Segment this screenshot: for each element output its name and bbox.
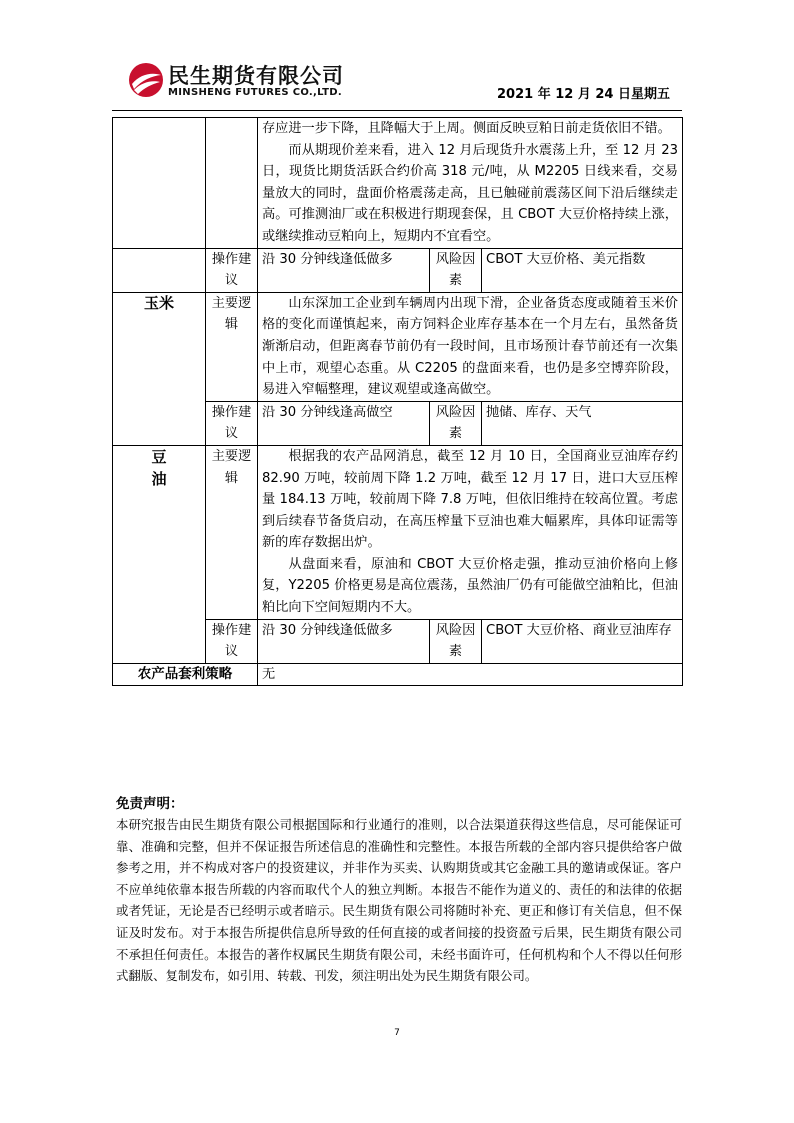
corn-category: 玉米 <box>113 292 206 445</box>
soyoil-risk-label: 风险因素 <box>430 619 482 663</box>
soyoil-category <box>113 445 206 663</box>
disclaimer-title: 免责声明： <box>116 796 184 812</box>
corn-op-label: 操作建议 <box>206 401 258 445</box>
arbitrage-value: 无 <box>258 663 683 686</box>
corn-logic-paragraph: 山东深加工企业到车辆周内出现下滑，企业备货态度或随着玉米价格的变化而谨慎起来，南方饲料企业库存基本在一个月左右，虽然备货渐渐启动，但距离春节前仍有一段时间，且市场预计春节前还有一次集中上市，观望心态重。从 C2205 的盘面来看，也仍是多空博弈阶段，易进入窄幅整理，建议观望或逢高做空。 <box>262 295 678 398</box>
soyoil-logic-label: 主要逻辑 <box>206 445 258 619</box>
disclaimer-section <box>116 792 682 987</box>
soymeal-risk-text: CBOT 大豆价格、美元指数 <box>482 248 683 292</box>
disclaimer-body: 本研究报告由民生期货有限公司根据国际和行业通行的准则，以合法渠道获得这些信息，尽可能保证可靠、准确和完整，但并不保证报告所述信息的准确性和完整性。本报告所载的全部内容只提供给客户做参考之用，并不构成对客户的投资建议，并非作为买卖、认购期货或其它金融工具的邀请或保证。客户不应单纯依靠本报告所载的内容而取代个人的独立判断。本报告不能作为道义的、责任的和法律的依据或者凭证，无论是否已经明示或者暗示。民生期货有限公司将随时补充、更正和修订有关信息，但不保证及时发布。对于本报告所提供信息所导致的任何直接的或者间接的投资盈亏后果，民生期货有限公司不承担任何责任。本报告的著作权属民生期货有限公司，未经书面许可，任何机构和个人不得以任何形式翻版、复制发布，如引用、转载、刊发，须注明出处为民生期货有限公司。 <box>116 817 682 984</box>
company-name-cn: 民生期货有限公司 <box>168 64 344 88</box>
page-number: 7 <box>394 1028 400 1038</box>
corn-op-text: 沿 30 分钟线逢高做空 <box>258 401 430 445</box>
company-logo <box>128 60 368 102</box>
soymeal-category-cell <box>113 118 206 249</box>
soymeal-risk-label: 风险因素 <box>430 248 482 292</box>
soyoil-op-text: 沿 30 分钟线逢低做多 <box>258 619 430 663</box>
soyoil-category-name: 豆油 <box>151 447 167 488</box>
header-divider <box>112 110 682 111</box>
corn-logic-label: 主要逻辑 <box>206 292 258 401</box>
corn-logic-text <box>258 292 683 401</box>
company-name-en: MINSHENG FUTURES CO.,LTD. <box>168 87 342 98</box>
report-date: 2021 年 12 月 24 日星期五 <box>497 87 670 102</box>
arbitrage-label: 农产品套利策略 <box>113 663 258 686</box>
soyoil-logic-row <box>113 445 683 619</box>
soymeal-logic-paragraph: 而从期现价差来看，进入 12 月后现货升水震荡上升，至 12 月 23 日，现货比期货活跃合约价高 318 元/吨，从 M2205 日线来看，交易量放大的同时，盘面价格震荡走高，且已触碰前震荡区间下沿后继续走高。可推测油厂或在积极进行期现套保，且 CBOT 大豆价格持续上涨，或继续推动豆粕向上，短期内不宜看空。 <box>262 142 678 244</box>
soyoil-risk-text: CBOT 大豆价格、商业豆油库存 <box>482 619 683 663</box>
soymeal-op-text: 沿 30 分钟线逢低做多 <box>258 248 430 292</box>
soyoil-op-label: 操作建议 <box>206 619 258 663</box>
soyoil-logic-paragraph: 从盘面来看，原油和 CBOT 大豆价格走强，推动豆油价格向上修复，Y2205 价格更易是高位震荡，虽然油厂仍有可能做空油粕比，但油粕比向下空间短期内不大。 <box>262 556 678 616</box>
corn-logic-row <box>113 292 683 401</box>
soymeal-operation-row <box>113 248 683 292</box>
soymeal-logic-row <box>113 118 683 249</box>
soymeal-logic-paragraph: 存应进一步下降，且降幅大于上周。侧面反映豆粕日前走货依旧不错。 <box>262 121 671 136</box>
corn-risk-text: 抛储、库存、天气 <box>482 401 683 445</box>
strategy-table <box>112 117 683 686</box>
minsheng-logo-icon <box>128 62 164 98</box>
soymeal-category-cell-cont <box>113 248 206 292</box>
soymeal-op-label: 操作建议 <box>206 248 258 292</box>
soyoil-logic-paragraph: 根据我的农产品网消息，截至 12 月 10 日，全国商业豆油库存约 82.90 万吨，较前周下降 1.2 万吨，截至 12 月 17 日，进口大豆压榨量 184.13 万吨，较前周下降 7.8 万吨，但依旧维持在较高位置。考虑到后续春节备货启动，在高压榨量下豆油也难大幅累库，具体印证需等新的库存数据出炉。 <box>262 448 678 551</box>
corn-risk-label: 风险因素 <box>430 401 482 445</box>
soymeal-logic-label-cell <box>206 118 258 249</box>
soymeal-logic-text <box>258 118 683 249</box>
soyoil-logic-text <box>258 445 683 619</box>
arbitrage-row <box>113 663 683 686</box>
